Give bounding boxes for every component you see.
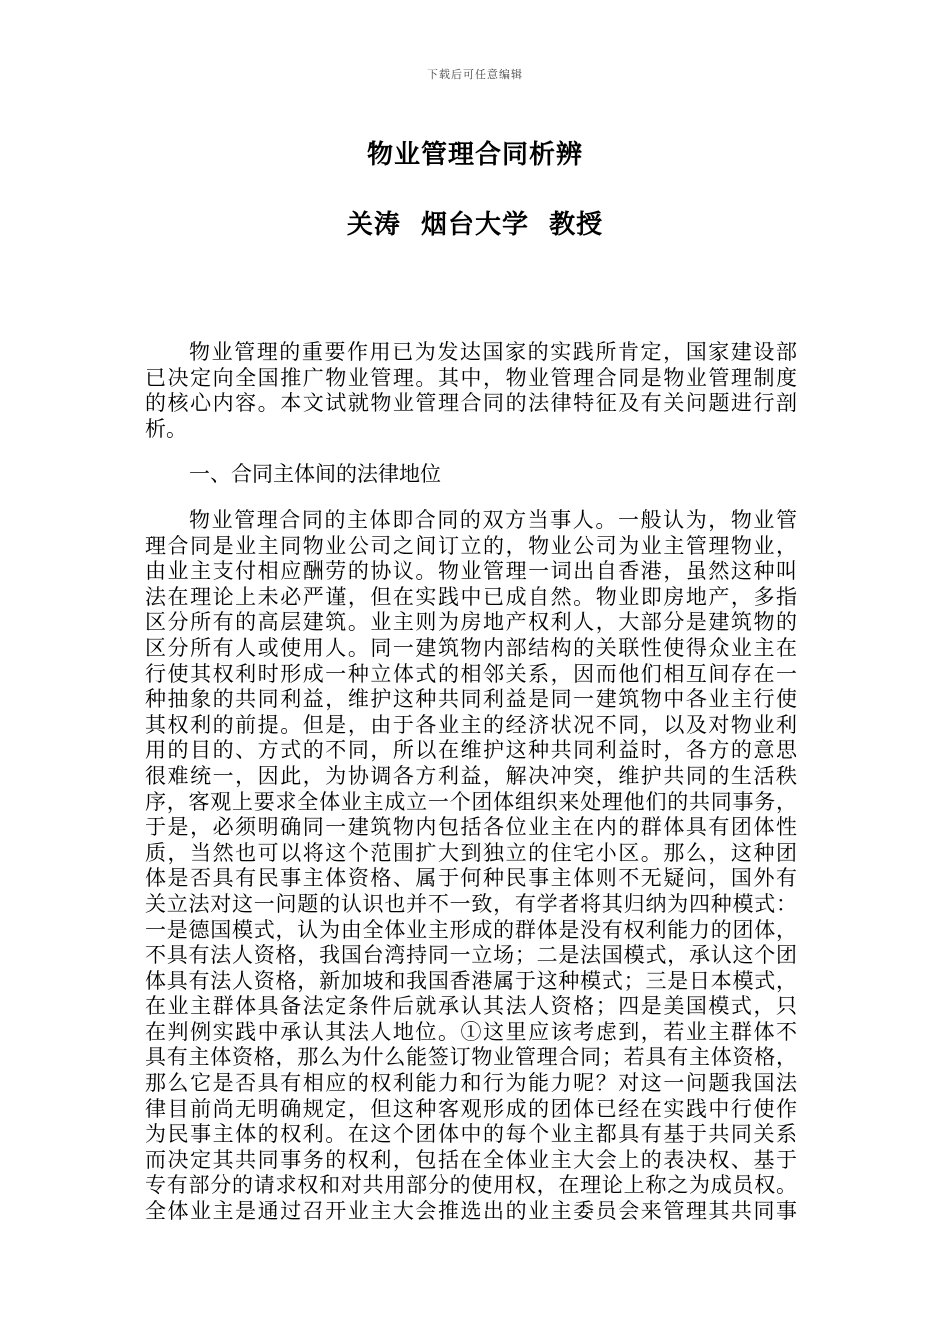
document-title: 物业管理合同析辨 — [366, 140, 583, 170]
paragraph-line: 区分所有的高层建筑。业主则为房地产权利人，大部分是建筑物的 — [145, 610, 797, 635]
paragraph-line: 体是否具有民事主体资格、属于何种民事主体则不无疑问，国外有 — [145, 866, 797, 891]
paragraph-line: 区分所有人或使用人。同一建筑物内部结构的关联性使得众业主在 — [145, 635, 797, 660]
section-heading — [145, 462, 797, 488]
paragraph-line: 关立法对这一问题的认识也并不一致，有学者将其归纳为四种模式： — [145, 891, 797, 916]
paragraph-line: 理合同是业主同物业公司之间订立的，物业公司为业主管理物业， — [145, 533, 797, 558]
paragraph-line: 在判例实践中承认其法人地位。①这里应该考虑到，若业主群体不 — [145, 1019, 797, 1044]
paragraph-line: 那么它是否具有相应的权利能力和行为能力呢？对这一问题我国法 — [145, 1071, 797, 1096]
header-note: 下载后可任意编辑 — [427, 68, 523, 81]
paragraph-line: 已决定向全国推广物业管理。其中，物业管理合同是物业管理制度 — [145, 365, 797, 390]
paragraph-line: 法在理论上未必严谨，但在实践中已成自然。物业即房地产，多指 — [145, 584, 797, 609]
paragraph-line: 物业管理的重要作用已为发达国家的实践所肯定，国家建设部 — [189, 340, 797, 364]
paragraph-line: 行使其权利时形成一种立体式的相邻关系，因而他们相互间存在一 — [145, 661, 797, 686]
paragraph-line: 种抽象的共同利益，维护这种共同利益是同一建筑物中各业主行使 — [145, 687, 797, 712]
paragraph-line: 具有主体资格，那么为什么能签订物业管理合同；若具有主体资格， — [145, 1045, 797, 1070]
author-line: 关涛 烟台大学 教授 — [346, 210, 604, 240]
paragraph-line: 在业主群体具备法定条件后就承认其法人资格；四是美国模式，只 — [145, 994, 797, 1019]
paragraph-line: 析。 — [145, 416, 187, 441]
paragraph-line: 体具有法人资格，新加坡和我国香港属于这种模式；三是日本模式， — [145, 968, 797, 993]
section1-paragraph — [145, 508, 797, 1225]
intro-paragraph — [145, 340, 797, 442]
paragraph-line: 而决定其共同事务的权利，包括在全体业主大会上的表决权、基于 — [145, 1147, 797, 1172]
paragraph-line: 专有部分的请求权和对共用部分的使用权，在理论上称之为成员权。 — [145, 1173, 797, 1198]
paragraph-line: 律目前尚无明确规定，但这种客观形成的团体已经在实践中行使作 — [145, 1096, 797, 1121]
paragraph-line: 序，客观上要求全体业主成立一个团体组织来处理他们的共同事务， — [145, 789, 797, 814]
paragraph-line: 一是德国模式，认为由全体业主形成的群体是没有权利能力的团体， — [145, 917, 797, 942]
paragraph-line: 物业管理合同的主体即合同的双方当事人。一般认为，物业管 — [189, 508, 797, 532]
paragraph-line: 不具有法人资格，我国台湾持同一立场；二是法国模式，承认这个团 — [145, 943, 797, 968]
section-heading-text: 一、合同主体间的法律地位 — [189, 462, 441, 486]
paragraph-line: 于是，必须明确同一建筑物内包括各位业主在内的群体具有团体性 — [145, 815, 797, 840]
paragraph-line: 用的目的、方式的不同，所以在维护这种共同利益时，各方的意思 — [145, 738, 797, 763]
paragraph-line: 的核心内容。本文试就物业管理合同的法律特征及有关问题进行剖 — [145, 391, 797, 416]
paragraph-line: 很难统一，因此，为协调各方利益，解决冲突，维护共同的生活秩 — [145, 763, 797, 788]
paragraph-line: 为民事主体的权利。在这个团体中的每个业主都具有基于共同关系 — [145, 1122, 797, 1147]
paragraph-line: 质，当然也可以将这个范围扩大到独立的住宅小区。那么，这种团 — [145, 840, 797, 865]
paragraph-line: 全体业主是通过召开业主大会推选出的业主委员会来管理其共同事 — [145, 1199, 797, 1224]
paragraph-line: 其权利的前提。但是，由于各业主的经济状况不同，以及对物业利 — [145, 712, 797, 737]
paragraph-line: 由业主支付相应酬劳的协议。物业管理一词出自香港，虽然这种叫 — [145, 559, 797, 584]
